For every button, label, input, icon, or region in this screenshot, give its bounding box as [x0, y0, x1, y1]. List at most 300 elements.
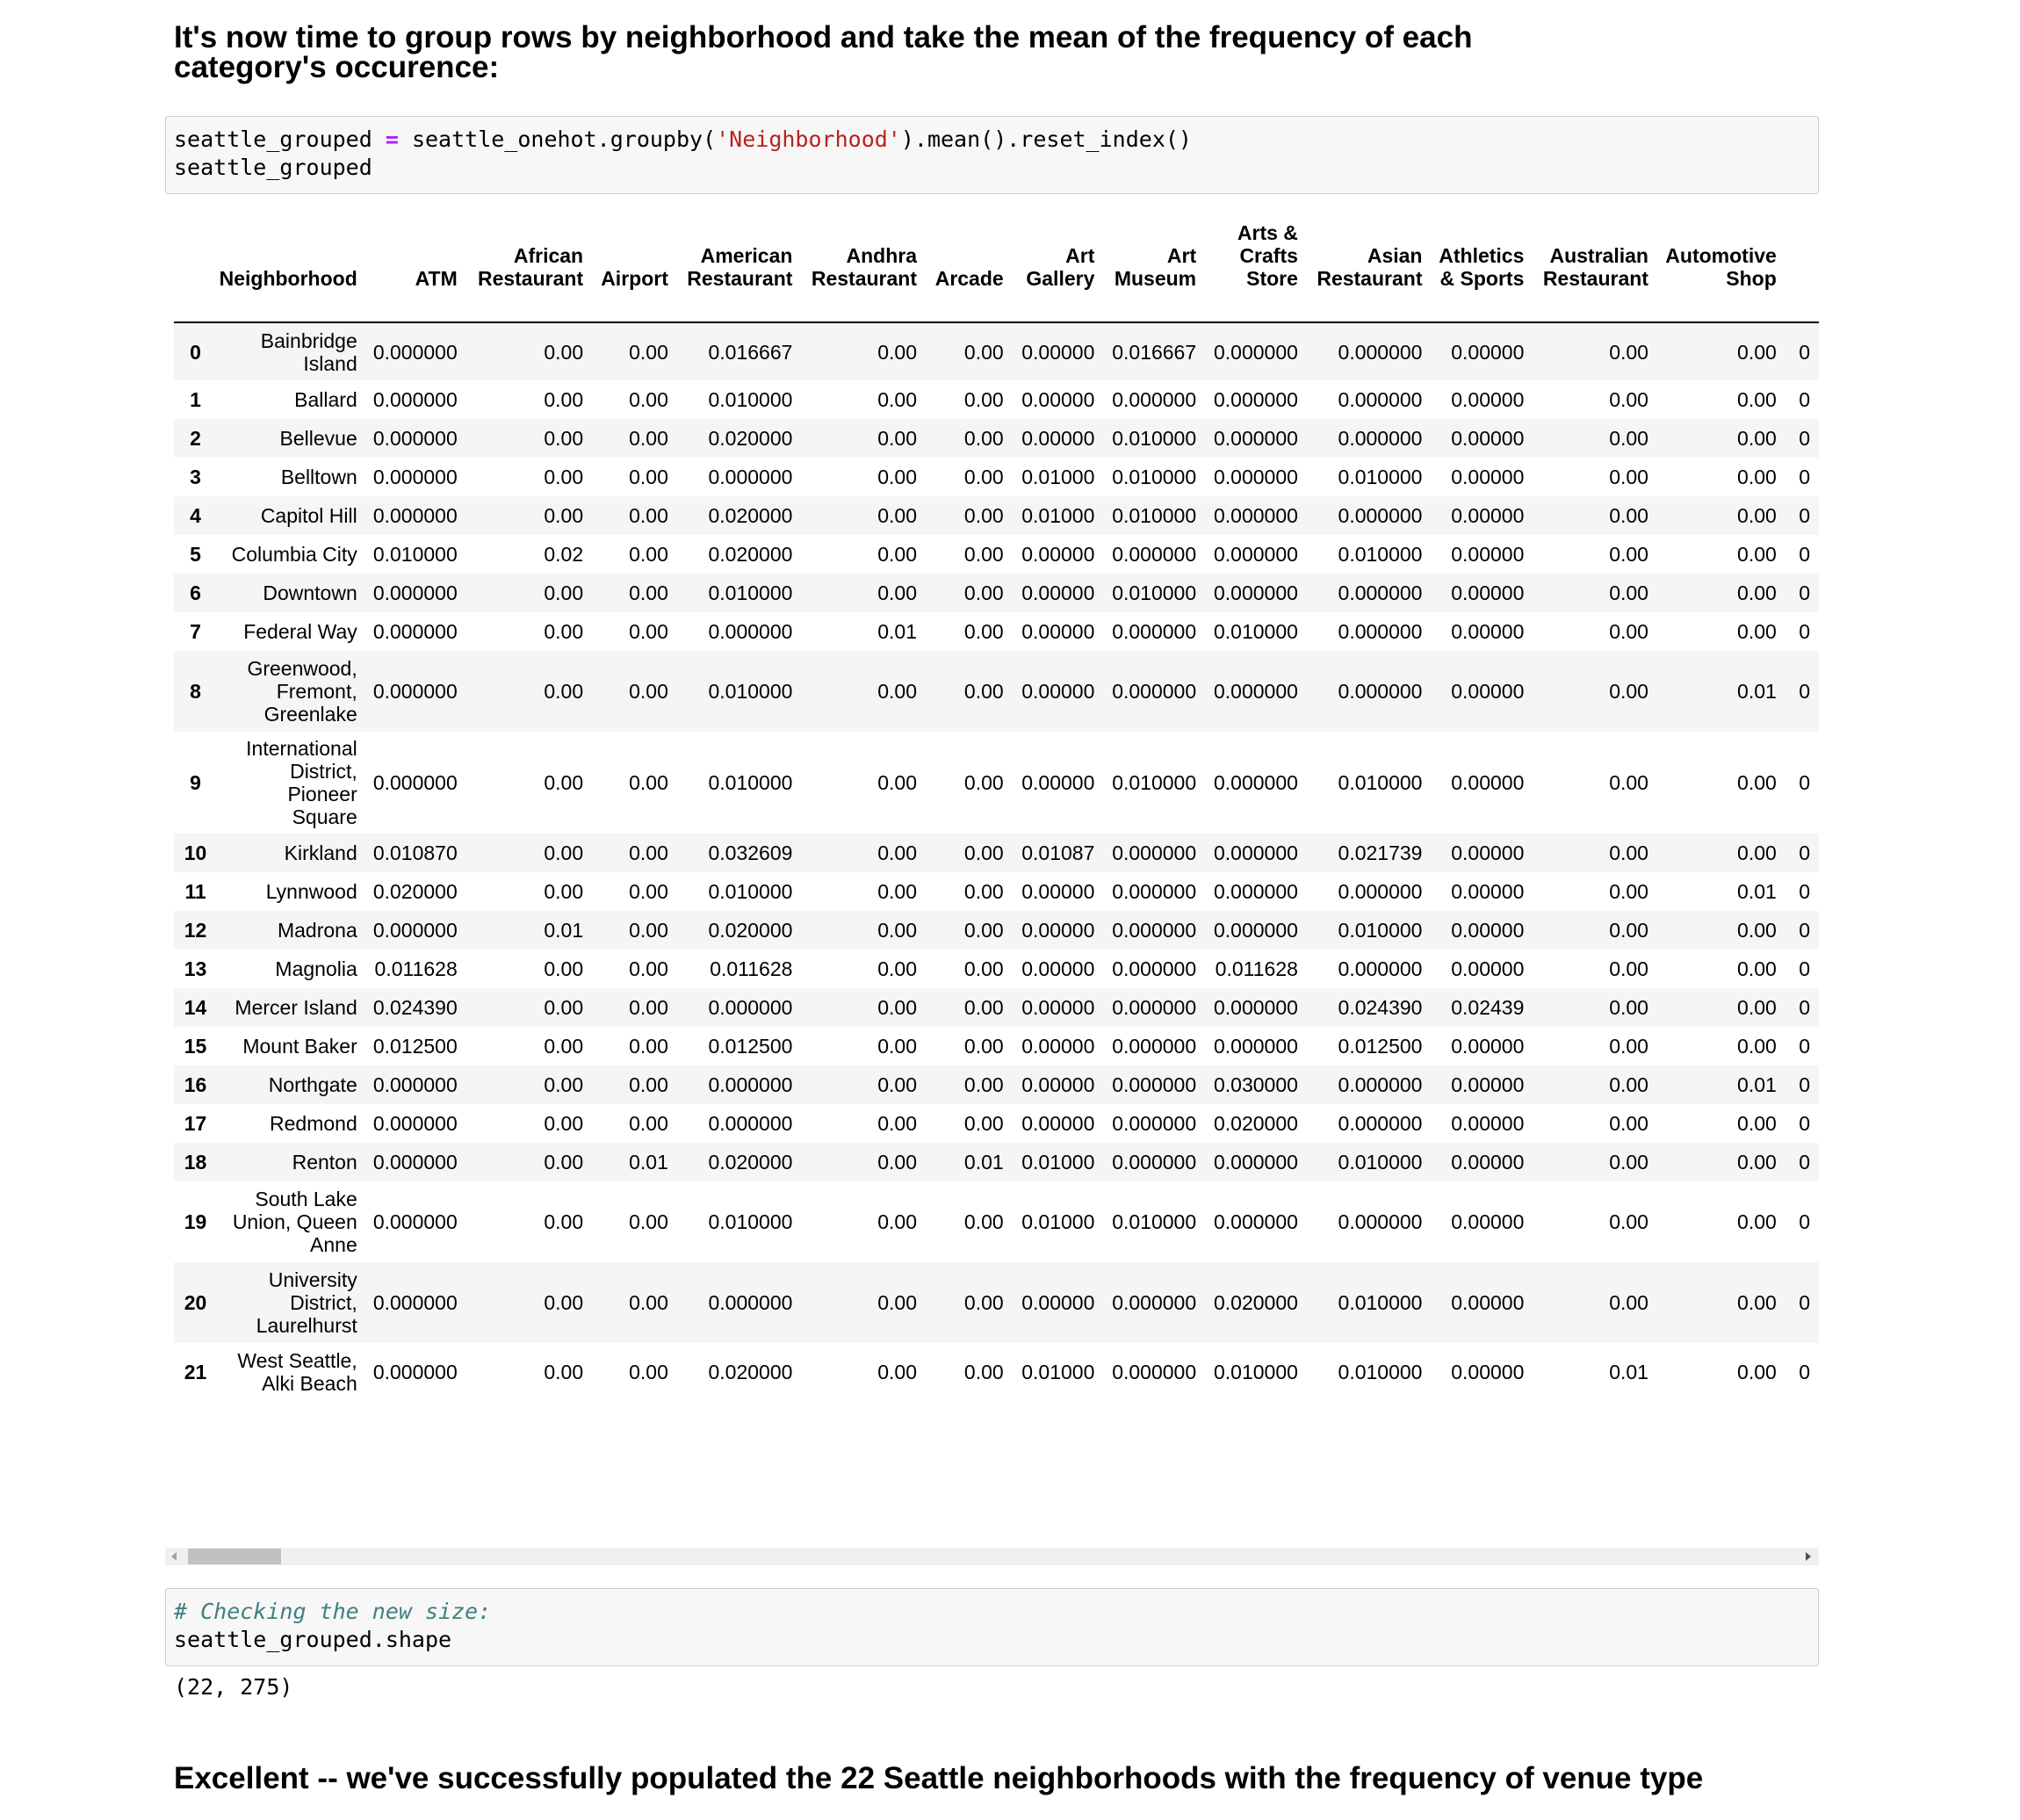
- table-row: [174, 419, 1819, 458]
- table-row: [174, 1181, 1819, 1262]
- value-cell: 0.00: [1609, 504, 1648, 527]
- value-cell: 0.010000: [708, 1210, 793, 1233]
- value-cell: 0.000000: [1213, 1035, 1298, 1058]
- value-cell: 0.00: [1737, 388, 1777, 411]
- value-cell: 0.020000: [708, 1361, 793, 1383]
- value-cell: 0.00000: [1021, 680, 1095, 703]
- value-cell: 0.000000: [372, 680, 458, 703]
- value-cell: 0: [1799, 1210, 1810, 1233]
- value-cell: 0.000000: [1338, 1073, 1423, 1096]
- value-cell: 0.01: [1609, 1361, 1648, 1383]
- value-cell: 0.01: [1737, 680, 1777, 703]
- value-cell: 0.00: [1609, 1035, 1648, 1058]
- value-cell: 0.000000: [1213, 771, 1298, 794]
- column-header: Airport: [592, 221, 677, 322]
- code-string: 'Neighborhood': [716, 126, 901, 152]
- value-cell: 0.010000: [708, 581, 793, 604]
- value-cell: 0.000000: [1213, 880, 1298, 903]
- value-cell: 0.010000: [1112, 427, 1197, 450]
- value-cell: 0.000000: [1213, 841, 1298, 864]
- value-cell: 0.000000: [372, 427, 458, 450]
- value-cell: 0.00: [1609, 771, 1648, 794]
- value-cell: 0.010000: [1338, 1361, 1423, 1383]
- value-cell: 0.000000: [1112, 1112, 1197, 1135]
- value-cell: 0: [1799, 340, 1810, 364]
- value-cell: 0.01087: [1021, 841, 1095, 864]
- value-cell: 0.00: [1737, 919, 1777, 942]
- value-cell: 0.00000: [1021, 1073, 1095, 1096]
- scrollbar-thumb[interactable]: [188, 1549, 281, 1564]
- value-cell: 0.00: [1737, 1291, 1777, 1314]
- value-cell: 0.00000: [1451, 1112, 1525, 1135]
- value-cell: 0.00: [1609, 880, 1648, 903]
- value-cell: 0.00000: [1021, 427, 1095, 450]
- value-cell: 0: [1799, 1151, 1810, 1174]
- code-operator: =: [385, 126, 399, 152]
- value-cell: 0: [1799, 996, 1810, 1019]
- value-cell: 0.00: [963, 388, 1004, 411]
- value-cell: 0.000000: [1338, 504, 1423, 527]
- row-index: 14: [184, 996, 207, 1019]
- value-cell: 0.00: [1609, 466, 1648, 488]
- value-cell: 0: [1799, 1361, 1810, 1383]
- value-cell: 0.000000: [1213, 504, 1298, 527]
- value-cell: 0.00000: [1021, 1291, 1095, 1314]
- neighborhood-cell: Kirkland: [284, 841, 357, 864]
- neighborhood-cell: International District, Pioneer Square: [246, 737, 357, 828]
- value-cell: 0.000000: [1338, 620, 1423, 643]
- value-cell: 0.000000: [372, 919, 458, 942]
- value-cell: 0.000000: [372, 1361, 458, 1383]
- value-cell: 0.010000: [708, 771, 793, 794]
- value-cell: 0.016667: [1112, 340, 1197, 364]
- column-header: [1786, 221, 1819, 322]
- value-cell: 0.00000: [1451, 1361, 1525, 1383]
- value-cell: 0: [1799, 504, 1810, 527]
- value-cell: 0.020000: [708, 504, 793, 527]
- value-cell: 0.000000: [1338, 340, 1423, 364]
- value-cell: 0.02: [544, 543, 584, 566]
- row-index: 20: [184, 1291, 207, 1314]
- value-cell: 0.000000: [708, 466, 793, 488]
- neighborhood-cell: Federal Way: [243, 620, 357, 643]
- value-cell: 0.00000: [1021, 919, 1095, 942]
- row-index: 15: [184, 1035, 207, 1058]
- value-cell: 0.000000: [1213, 340, 1298, 364]
- value-cell: 0.000000: [1338, 680, 1423, 703]
- value-cell: 0.000000: [1338, 388, 1423, 411]
- value-cell: 0.01000: [1021, 1361, 1095, 1383]
- value-cell: 0.00: [1609, 919, 1648, 942]
- value-cell: 0.00: [963, 620, 1004, 643]
- value-cell: 0.000000: [1338, 880, 1423, 903]
- value-cell: 0.00: [1737, 1151, 1777, 1174]
- value-cell: 0.00: [877, 771, 918, 794]
- value-cell: 0.010000: [1338, 771, 1423, 794]
- value-cell: 0.010000: [1338, 466, 1423, 488]
- value-cell: 0.00: [1737, 1361, 1777, 1383]
- neighborhood-cell: Mount Baker: [242, 1035, 357, 1058]
- code-cell-groupby[interactable]: [165, 116, 1819, 194]
- value-cell: 0.00: [1737, 581, 1777, 604]
- value-cell: 0.00: [629, 388, 668, 411]
- value-cell: 0.01: [963, 1151, 1004, 1174]
- table-row: [174, 574, 1819, 612]
- value-cell: 0.024390: [1338, 996, 1423, 1019]
- column-header: American Restaurant: [677, 221, 802, 322]
- value-cell: 0.00: [544, 620, 584, 643]
- neighborhood-cell: Mercer Island: [234, 996, 357, 1019]
- value-cell: 0.010000: [708, 388, 793, 411]
- value-cell: 0.00: [544, 581, 584, 604]
- value-cell: 0.00000: [1451, 957, 1525, 980]
- column-header: Art Gallery: [1013, 221, 1104, 322]
- value-cell: 0.000000: [1112, 543, 1197, 566]
- value-cell: 0: [1799, 388, 1810, 411]
- value-cell: 0.010000: [1112, 466, 1197, 488]
- value-cell: 0.00: [544, 1361, 584, 1383]
- table-row: [174, 911, 1819, 950]
- code-token: ).mean().reset_index(): [900, 126, 1192, 152]
- value-cell: 0.01: [544, 919, 584, 942]
- value-cell: 0.00000: [1021, 957, 1095, 980]
- value-cell: 0.00: [963, 1035, 1004, 1058]
- value-cell: 0.00: [629, 466, 668, 488]
- dataframe-output[interactable]: [174, 221, 1819, 1546]
- value-cell: 0.000000: [1213, 581, 1298, 604]
- value-cell: 0.000000: [708, 996, 793, 1019]
- row-index: 5: [190, 543, 201, 566]
- value-cell: 0.000000: [1112, 957, 1197, 980]
- value-cell: 0.00: [877, 1112, 918, 1135]
- neighborhood-cell: Magnolia: [275, 957, 357, 980]
- shape-output: (22, 275): [174, 1674, 293, 1700]
- value-cell: 0.00: [877, 1151, 918, 1174]
- value-cell: 0.00: [963, 957, 1004, 980]
- value-cell: 0.00000: [1451, 504, 1525, 527]
- value-cell: 0.00000: [1021, 620, 1095, 643]
- value-cell: 0.021739: [1338, 841, 1423, 864]
- value-cell: 0.032609: [708, 841, 793, 864]
- value-cell: 0.000000: [1213, 543, 1298, 566]
- value-cell: 0.00: [544, 340, 584, 364]
- value-cell: 0.00000: [1451, 388, 1525, 411]
- value-cell: 0: [1799, 680, 1810, 703]
- value-cell: 0.00: [1609, 841, 1648, 864]
- value-cell: 0.030000: [1213, 1073, 1298, 1096]
- table-row: [174, 1262, 1819, 1343]
- value-cell: 0.000000: [1213, 466, 1298, 488]
- value-cell: 0.00: [544, 1112, 584, 1135]
- value-cell: 0.00: [544, 841, 584, 864]
- table-row: [174, 732, 1819, 834]
- value-cell: 0.00: [877, 1361, 918, 1383]
- row-index: 16: [184, 1073, 207, 1096]
- value-cell: 0.010000: [1338, 543, 1423, 566]
- neighborhood-cell: Redmond: [270, 1112, 357, 1135]
- value-cell: 0.00: [963, 1073, 1004, 1096]
- index-header: [174, 221, 217, 322]
- value-cell: 0.00: [877, 957, 918, 980]
- table-row: [174, 872, 1819, 911]
- value-cell: 0.00: [877, 581, 918, 604]
- value-cell: 0.020000: [708, 543, 793, 566]
- value-cell: 0.000000: [1338, 581, 1423, 604]
- value-cell: 0.00: [1737, 1035, 1777, 1058]
- value-cell: 0.00: [544, 996, 584, 1019]
- value-cell: 0.010000: [1338, 1291, 1423, 1314]
- value-cell: 0.010000: [1112, 771, 1197, 794]
- row-index: 17: [184, 1112, 207, 1135]
- value-cell: 0: [1799, 466, 1810, 488]
- value-cell: 0.000000: [1213, 680, 1298, 703]
- value-cell: 0.00000: [1021, 1035, 1095, 1058]
- column-header: Art Museum: [1103, 221, 1205, 322]
- value-cell: 0: [1799, 543, 1810, 566]
- row-index: 18: [184, 1151, 207, 1174]
- table-row: [174, 834, 1819, 872]
- value-cell: 0.01: [1737, 1073, 1777, 1096]
- scroll-left-arrow-icon[interactable]: [171, 1552, 177, 1561]
- value-cell: 0: [1799, 919, 1810, 942]
- column-header: ATM: [366, 221, 466, 322]
- value-cell: 0.011628: [374, 957, 458, 980]
- value-cell: 0: [1799, 1073, 1810, 1096]
- value-cell: 0.012500: [372, 1035, 458, 1058]
- value-cell: 0.01: [1737, 880, 1777, 903]
- value-cell: 0.00: [629, 919, 668, 942]
- value-cell: 0.00: [629, 957, 668, 980]
- value-cell: 0.000000: [1112, 1035, 1197, 1058]
- column-header: Asian Restaurant: [1307, 221, 1432, 322]
- value-cell: 0: [1799, 1035, 1810, 1058]
- code-token: seattle_grouped: [174, 126, 386, 152]
- value-cell: 0.00: [1609, 1291, 1648, 1314]
- row-index: 11: [184, 880, 206, 903]
- value-cell: 0.00: [963, 1210, 1004, 1233]
- value-cell: 0.01000: [1021, 504, 1095, 527]
- column-header: Australian Restaurant: [1533, 221, 1657, 322]
- value-cell: 0.010000: [1213, 1361, 1298, 1383]
- code-comment: # Checking the new size:: [174, 1599, 492, 1624]
- column-header: Automotive Shop: [1657, 221, 1786, 322]
- neighborhood-cell: Columbia City: [231, 543, 357, 566]
- value-cell: 0.00: [1609, 340, 1648, 364]
- markdown-heading-group-rows: It's now time to group rows by neighborhood and take the mean of the frequency of each category's occurence:: [174, 20, 1473, 84]
- neighborhood-cell: Downtown: [263, 581, 357, 604]
- value-cell: 0.00000: [1451, 1210, 1525, 1233]
- value-cell: 0.00: [1737, 427, 1777, 450]
- value-cell: 0.00: [877, 880, 918, 903]
- value-cell: 0.00: [544, 466, 584, 488]
- value-cell: 0.00: [963, 771, 1004, 794]
- value-cell: 0.00: [877, 504, 918, 527]
- value-cell: 0.01000: [1021, 466, 1095, 488]
- value-cell: 0.00: [629, 1210, 668, 1233]
- value-cell: 0.00: [877, 427, 918, 450]
- value-cell: 0.010000: [1213, 620, 1298, 643]
- value-cell: 0.00: [629, 1035, 668, 1058]
- value-cell: 0.00: [544, 771, 584, 794]
- value-cell: 0.000000: [1213, 1210, 1298, 1233]
- value-cell: 0.01000: [1021, 1151, 1095, 1174]
- value-cell: 0.00: [544, 504, 584, 527]
- value-cell: 0.00: [629, 680, 668, 703]
- value-cell: 0.00: [1737, 1210, 1777, 1233]
- column-header: Andhra Restaurant: [801, 221, 926, 322]
- table-header: [174, 221, 1819, 322]
- value-cell: 0.00: [963, 581, 1004, 604]
- value-cell: 0.020000: [372, 880, 458, 903]
- neighborhood-cell: Capitol Hill: [260, 504, 357, 527]
- row-index: 12: [184, 919, 207, 942]
- table-row: [174, 535, 1819, 574]
- value-cell: 0: [1799, 1291, 1810, 1314]
- neighborhood-cell: Ballard: [294, 388, 357, 411]
- value-cell: 0.00: [1609, 957, 1648, 980]
- value-cell: 0.00: [629, 1291, 668, 1314]
- value-cell: 0.000000: [372, 1073, 458, 1096]
- neighborhood-cell: Greenwood, Fremont, Greenlake: [247, 657, 357, 726]
- table-row: [174, 380, 1819, 419]
- column-header: Arcade: [926, 221, 1013, 322]
- value-cell: 0.000000: [1112, 841, 1197, 864]
- neighborhood-cell: Belltown: [280, 466, 357, 488]
- row-index: 10: [184, 841, 207, 864]
- value-cell: 0.00: [629, 543, 668, 566]
- value-cell: 0.00000: [1451, 543, 1525, 566]
- value-cell: 0.00: [544, 680, 584, 703]
- value-cell: 0.00: [544, 388, 584, 411]
- value-cell: 0.011628: [710, 957, 793, 980]
- value-cell: 0.00000: [1021, 996, 1095, 1019]
- neighborhood-cell: Bellevue: [279, 427, 357, 450]
- value-cell: 0.00: [877, 543, 918, 566]
- row-index: 3: [190, 466, 201, 488]
- table-row: [174, 322, 1819, 380]
- row-index: 19: [184, 1210, 207, 1233]
- neighborhood-cell: Madrona: [277, 919, 357, 942]
- value-cell: 0.00: [629, 841, 668, 864]
- value-cell: 0.000000: [372, 1291, 458, 1314]
- neighborhood-cell: Northgate: [268, 1073, 357, 1096]
- value-cell: 0.00000: [1451, 620, 1525, 643]
- value-cell: 0.010000: [1112, 581, 1197, 604]
- value-cell: 0.00: [1737, 543, 1777, 566]
- value-cell: 0.010000: [708, 680, 793, 703]
- value-cell: 0.00: [1737, 340, 1777, 364]
- value-cell: 0.00: [877, 996, 918, 1019]
- value-cell: 0.000000: [372, 620, 458, 643]
- value-cell: 0.00: [1609, 388, 1648, 411]
- neighborhood-cell: University District, Laurelhurst: [256, 1268, 357, 1337]
- value-cell: 0.00000: [1451, 1035, 1525, 1058]
- value-cell: 0.000000: [1112, 620, 1197, 643]
- value-cell: 0.00: [877, 388, 918, 411]
- value-cell: 0.00: [544, 957, 584, 980]
- value-cell: 0.010000: [1112, 1210, 1197, 1233]
- code-token: seattle_onehot.groupby(: [398, 126, 717, 152]
- value-cell: 0.00: [1609, 996, 1648, 1019]
- value-cell: 0.00: [1609, 1112, 1648, 1135]
- value-cell: 0.020000: [1213, 1291, 1298, 1314]
- value-cell: 0.00: [877, 1073, 918, 1096]
- row-index: 1: [190, 388, 201, 411]
- value-cell: 0.00: [1609, 427, 1648, 450]
- value-cell: 0.000000: [372, 1151, 458, 1174]
- value-cell: 0.000000: [1338, 1210, 1423, 1233]
- value-cell: 0: [1799, 620, 1810, 643]
- scroll-right-arrow-icon[interactable]: [1806, 1552, 1811, 1561]
- value-cell: 0.00: [629, 996, 668, 1019]
- value-cell: 0.00000: [1021, 1112, 1095, 1135]
- value-cell: 0.000000: [1213, 427, 1298, 450]
- value-cell: 0.00: [963, 1361, 1004, 1383]
- value-cell: 0: [1799, 771, 1810, 794]
- value-cell: 0.000000: [708, 1112, 793, 1135]
- value-cell: 0.00: [629, 504, 668, 527]
- table-body: [174, 322, 1819, 1401]
- table-row: [174, 988, 1819, 1027]
- table-row: [174, 496, 1819, 535]
- value-cell: 0.010000: [1112, 504, 1197, 527]
- value-cell: 0.00: [1609, 620, 1648, 643]
- value-cell: 0.00000: [1451, 1291, 1525, 1314]
- markdown-heading-excellent: Excellent -- we've successfully populated the 22 Seattle neighborhoods with the frequency of venue type: [174, 1761, 1704, 1795]
- column-header: Athletics & Sports: [1431, 221, 1533, 322]
- value-cell: 0.00: [963, 1112, 1004, 1135]
- neighborhood-cell: Lynnwood: [265, 880, 357, 903]
- value-cell: 0.00: [877, 919, 918, 942]
- value-cell: 0.00: [629, 1112, 668, 1135]
- value-cell: 0.016667: [708, 340, 793, 364]
- value-cell: 0.000000: [372, 388, 458, 411]
- code-cell-shape[interactable]: [165, 1588, 1819, 1666]
- value-cell: 0.00000: [1021, 581, 1095, 604]
- value-cell: 0.000000: [708, 620, 793, 643]
- value-cell: 0.020000: [708, 427, 793, 450]
- value-cell: 0.00: [877, 1291, 918, 1314]
- value-cell: 0.00: [877, 680, 918, 703]
- value-cell: 0.00: [963, 880, 1004, 903]
- row-index: 21: [184, 1361, 207, 1383]
- value-cell: 0.000000: [1338, 1112, 1423, 1135]
- value-cell: 0.000000: [1112, 919, 1197, 942]
- value-cell: 0.00000: [1451, 1073, 1525, 1096]
- horizontal-scrollbar[interactable]: [165, 1548, 1819, 1565]
- neighborhood-cell: Bainbridge Island: [260, 329, 357, 375]
- value-cell: 0.00: [544, 1151, 584, 1174]
- value-cell: 0.000000: [1338, 427, 1423, 450]
- value-cell: 0.00000: [1451, 1151, 1525, 1174]
- value-cell: 0.00: [963, 504, 1004, 527]
- value-cell: 0: [1799, 841, 1810, 864]
- value-cell: 0.00: [963, 680, 1004, 703]
- table-row: [174, 612, 1819, 651]
- value-cell: 0.00: [1609, 1073, 1648, 1096]
- value-cell: 0.000000: [372, 581, 458, 604]
- neighborhood-cell: West Seattle, Alki Beach: [237, 1349, 357, 1395]
- value-cell: 0.010000: [1338, 1151, 1423, 1174]
- value-cell: 0.00000: [1451, 880, 1525, 903]
- value-cell: 0.00: [544, 880, 584, 903]
- table-row: [174, 1027, 1819, 1065]
- value-cell: 0: [1799, 427, 1810, 450]
- code-token: seattle_grouped: [174, 155, 372, 180]
- value-cell: 0.00: [544, 427, 584, 450]
- value-cell: 0.00: [544, 1073, 584, 1096]
- value-cell: 0.000000: [708, 1073, 793, 1096]
